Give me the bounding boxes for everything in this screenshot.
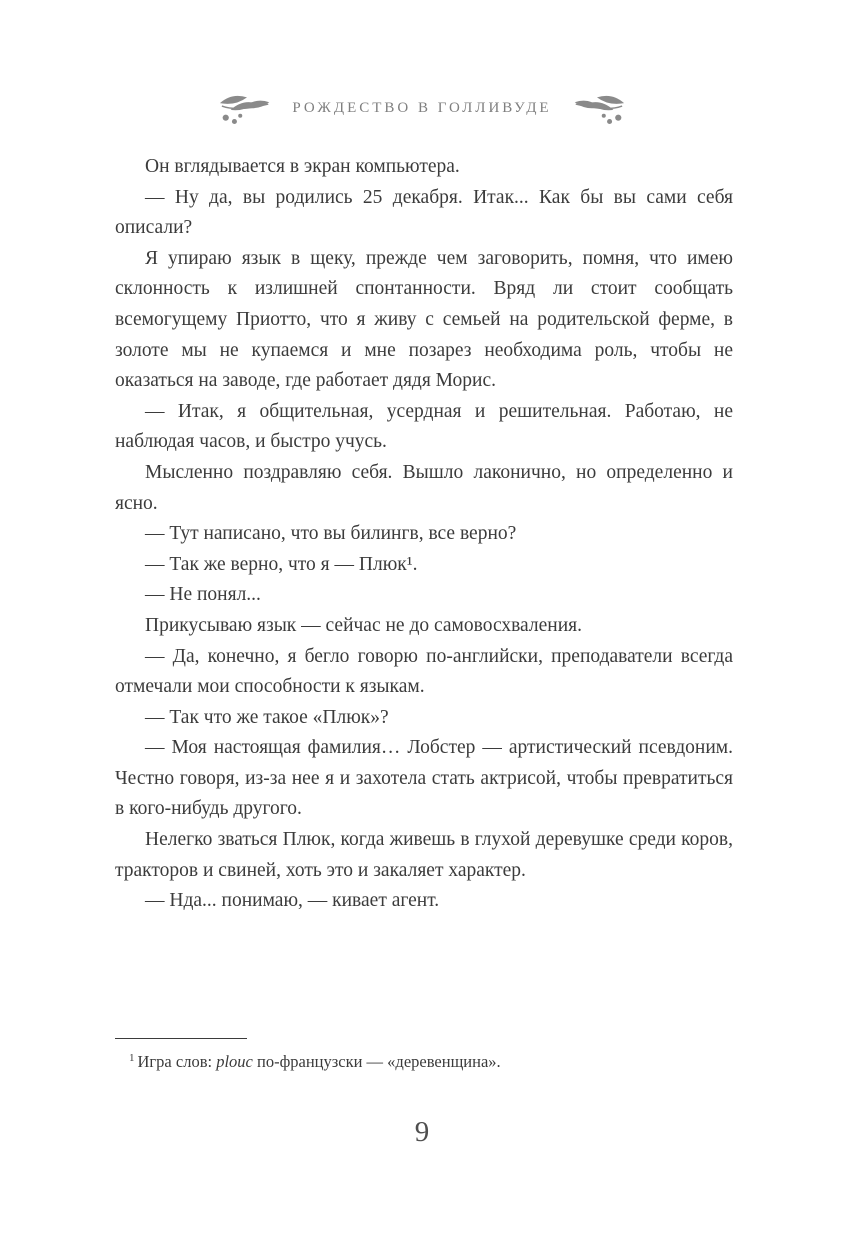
paragraph: — Нда... понимаю, — кивает агент. (145, 890, 440, 912)
paragraph: — Ну да, вы родились 25 декабря. Итак... Как бы вы сами себя описали? (115, 186, 733, 239)
running-header (0, 90, 844, 126)
paragraph: — Не понял... (145, 584, 261, 606)
leaf-ornament-right-icon (568, 90, 626, 126)
paragraph: Прикусываю язык — сейчас не до самовосхваления. (145, 614, 582, 636)
leaf-ornament-left-icon (218, 90, 276, 126)
footnote-text-suffix: по-французски — «деревенщина». (252, 1052, 501, 1071)
footnote-italic-word: plouc (216, 1052, 253, 1071)
paragraph: — Тут написано, что вы билингв, все верно? (145, 523, 517, 545)
paragraph: Я упираю язык в щеку, прежде чем заговорить, помня, что имею склонность к излишней спонтанности. Вряд ли стоит сообщать всемогущему Приотто, что я живу с семьей на родительской ферме, в золоте мы не купаемся и мне позарез необходима роль, чтобы не оказаться на заводе, где работает дядя Морис. (115, 247, 733, 392)
footnote-text-prefix: Игра слов: (137, 1052, 217, 1071)
paragraph: Мысленно поздравляю себя. Вышло лаконично, но определенно и ясно. (115, 461, 733, 514)
page-number: 9 (414, 1116, 430, 1148)
paragraph: Он вглядывается в экран компьютера. (145, 156, 460, 177)
paragraph: Нелегко зваться Плюк, когда живешь в глухой деревушке среди коров, тракторов и свиней, хоть это и закаляет характер. (115, 829, 733, 881)
footnote-marker: 1 (129, 1051, 135, 1064)
paragraph: — Так же верно, что я — Плюк¹. (145, 553, 418, 575)
paragraph: — Да, конечно, я бегло говорю по-английски, преподаватели всегда отмечали мои способности к языкам. (115, 645, 733, 698)
footnote (115, 1050, 733, 1074)
paragraph: — Итак, я общительная, усердная и решительная. Работаю, не наблюдая часов, и быстро учусь. (115, 400, 733, 453)
body-text (115, 152, 733, 917)
footnote-separator (115, 1038, 247, 1039)
paragraph: — Моя настоящая фамилия… Лобстер — артистический псевдоним. Честно говоря, из-за нее я и захотела стать актрисой, чтобы превратиться в кого-нибудь другого. (115, 737, 733, 820)
paragraph: — Так что же такое «Плюк»? (145, 706, 389, 728)
running-header-title: РОЖДЕСТВО В ГОЛЛИВУДЕ (292, 99, 552, 116)
